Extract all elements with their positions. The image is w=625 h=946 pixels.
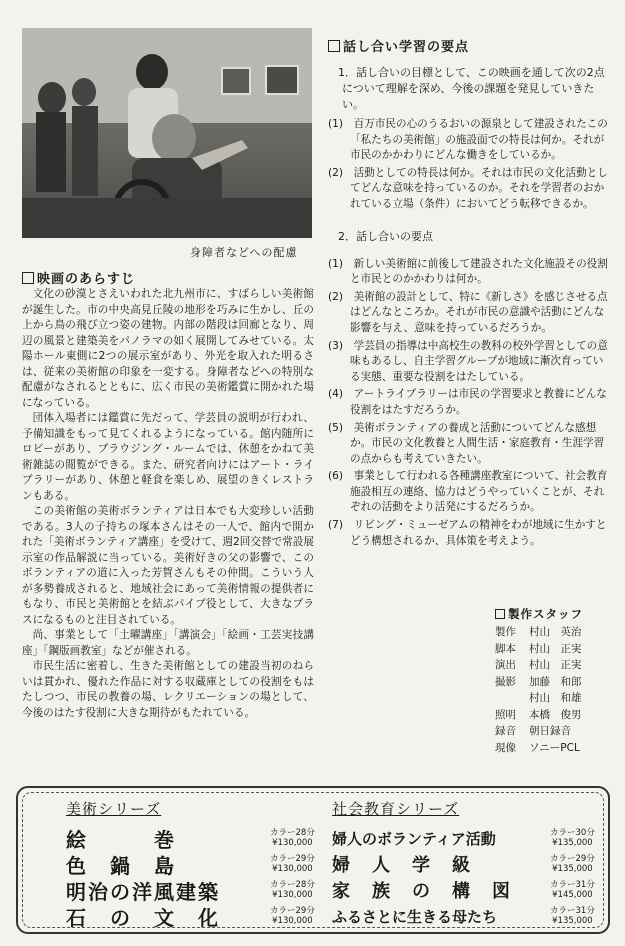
film-row [318, 851, 608, 877]
synopsis-paragraph: 文化の砂漠とさえいわれた北九州市に、すばらしい美術館が誕生した。市の中央高見丘陵の地形を巧みに生かし、丘の上から鳥の飛び立つ姿の建物。内部の階段は回廊となり、周辺の風景と建築美をパノラマの如く展開してみせている。太陽ホール東側に2つの展示室があり、外光を取入れた明るさは、従来の美術館の印象を一変する。身障者などへの特別な配慮がなされるとともに、広く市民の美術鑑賞に開かれた場になっている。 [22, 288, 314, 409]
film-price: ¥130,000 [272, 890, 313, 900]
film-row [28, 825, 318, 851]
film-title: 家 族 の 構 図 [332, 881, 512, 902]
staff-name: 村山 正実 [529, 642, 582, 655]
staff-credits [495, 606, 615, 756]
synopsis-heading [22, 268, 314, 287]
film-title: 婦 人 学 級 [332, 855, 472, 876]
discussion-item: (7) リビング・ミューゼアムの精神をわが地域に生かすとどう構想されるか、具体策を考えよう。 [328, 519, 607, 547]
staff-role: 製作 [495, 626, 516, 638]
film-title: 色 鍋 島 [66, 853, 176, 878]
art-series-title: 美術シリーズ [66, 800, 162, 818]
series-panel [16, 786, 610, 934]
staff-role: 演出 [495, 659, 516, 671]
discussion-section2: 2．話し合いの要点 [338, 229, 433, 243]
discussion-item: (6) 事業として行われる各種講座教室について、社会教育施設相互の連絡、協力はどうやっていくことが、それぞれの活動をより活発にするだろうか。 [328, 470, 608, 514]
film-length: カラー31分 [550, 880, 595, 890]
film-row [28, 903, 318, 929]
discussion-item: (3) 学芸員の指導は中高校生の教科の校外学習としての意味もあるし、自主学習グループが地域に漸次育っている実態、重要な役割をはたしている。 [328, 339, 608, 383]
staff-row [495, 690, 615, 707]
staff-heading-text: 製作スタッフ [508, 607, 583, 621]
staff-row [495, 707, 615, 724]
film-length: カラー28分 [270, 880, 315, 890]
film-length: カラー29分 [270, 854, 315, 864]
film-price: ¥130,000 [272, 864, 313, 874]
square-bullet-icon [495, 609, 505, 619]
staff-row [495, 740, 615, 757]
staff-name: 本橋 俊男 [529, 708, 582, 721]
staff-heading [495, 606, 615, 622]
staff-role: 脚本 [495, 642, 516, 655]
staff-name: 加藤 和郎 [529, 675, 582, 688]
staff-role: 録音 [495, 725, 516, 737]
art-series [28, 798, 318, 929]
staff-name: 村山 和雄 [529, 692, 582, 704]
film-row [318, 877, 608, 903]
film-meta [270, 906, 315, 926]
discussion-item: (2) 美術館の設計として、特に《新しさ》を感じさせる点はどんなところか。それが市民の意識や活動にどんな影響を与え、意味を持っているだろうか。 [328, 290, 608, 334]
staff-name: 村山 英治 [529, 626, 582, 638]
social-series-title: 社会教育シリーズ [332, 800, 460, 818]
film-title: 絵 巻 [66, 827, 176, 852]
staff-name: 村山 正実 [529, 659, 582, 671]
discussion-item: (1) 百万市民の心のうるおいの源泉として建設されたこの「私たちの美術館」の施設面での特長は何か。それが市民のかかわりにどんな働きをしているか。 [328, 118, 608, 162]
film-meta [550, 880, 595, 900]
staff-row [495, 624, 615, 641]
staff-name: 朝日録音 [529, 725, 571, 737]
film-length: カラー28分 [270, 828, 315, 838]
film-meta [550, 828, 595, 848]
staff-name: ソニーPCL [529, 741, 580, 754]
discussion-section1: 1．話し合いの目標として、この映画を通して次の2点について理解を深め、今後の課題を発見していきたい。 [338, 66, 605, 111]
photo-caption: 身障者などへの配慮 [190, 246, 298, 259]
film-price: ¥130,000 [272, 838, 313, 848]
staff-row [495, 674, 615, 691]
synopsis-paragraph: 尚、事業として「土曜講座」「講演会」「絵画・工芸実技講座」「鋼版画教室」などが催される。 [22, 629, 314, 657]
social-series [318, 798, 608, 929]
film-row [28, 851, 318, 877]
film-row [318, 903, 608, 929]
film-meta [550, 906, 595, 926]
staff-role: 照明 [495, 708, 516, 721]
staff-role: 撮影 [495, 675, 516, 688]
staff-row [495, 641, 615, 658]
film-title: 明治の洋風建築 [66, 879, 220, 904]
synopsis-heading-text: 映画のあらすじ [37, 272, 136, 287]
film-meta [270, 854, 315, 874]
film-meta [550, 854, 595, 874]
discussion-item: (1) 新しい美術館に前後して建設された文化施設その役割と市民とのかかわりは何か。 [328, 257, 608, 286]
film-length: カラー29分 [550, 854, 595, 864]
film-meta [270, 828, 315, 848]
staff-role [495, 690, 529, 707]
discussion-heading [328, 36, 610, 55]
film-price: ¥135,000 [552, 864, 593, 874]
discussion-item: (2) 活動としての特長は何か。それは市民の文化活動としてどんな意味を持っているのか。それを学習者のおかれている立場（条件）においてどう転移できるか。 [328, 166, 608, 210]
synopsis-paragraph: 市民生活に密着し、生きた美術館としての建設当初のねらいは貫かれ、優れた作品に対する収蔵庫としての役割をもはたしつつ、市民の教養の場、レクリエーションの場として、今後のはたす役割に大きな期待がもたれている。 [22, 660, 314, 719]
film-price: ¥135,000 [552, 916, 593, 926]
film-title: ふるさとに生きる母たち [332, 907, 498, 926]
film-row [28, 877, 318, 903]
square-bullet-icon [328, 40, 340, 52]
discussion-item: (5) 美術ボランティアの養成と活動についてどんな感想か。市民の文化教養と人間生活・家庭教育・生涯学習の点からも考えていきたい。 [328, 421, 605, 465]
film-price: ¥135,000 [552, 838, 593, 848]
film-length: カラー29分 [270, 906, 315, 916]
synopsis-paragraph: この美術館の美術ボランティアは日本でも大変珍しい活動である。3人の子持ちの塚本さんはその一人で、館内で開かれた「美術ボランティア講座」を受けて、週2回交替で常設展示室の作品解説に当っている。美術好きの父の影響で、このボランティアの道に入った芳賀さんもその仲間。こういう人が多勢養成されると、地域社会にあって美術情報の提供者にもなり、市民と美術館とを結ぶパイプ役として、大きなプラスになるものと注目されている。 [22, 505, 314, 626]
photo-wheelchair-visitor [22, 28, 312, 238]
discussion-section [328, 36, 610, 551]
film-row [318, 825, 608, 851]
staff-role: 現像 [495, 741, 516, 754]
film-price: ¥145,000 [552, 890, 593, 900]
discussion-heading-text: 話し合い学習の要点 [343, 40, 470, 55]
film-length: カラー31分 [550, 906, 595, 916]
film-meta [270, 880, 315, 900]
square-bullet-icon [22, 272, 34, 284]
synopsis-section [22, 268, 314, 721]
film-length: カラー30分 [550, 828, 595, 838]
film-price: ¥130,000 [272, 916, 313, 926]
staff-row [495, 657, 615, 674]
film-title: 石 の 文 化 [66, 905, 220, 930]
staff-row [495, 723, 615, 740]
film-title: 婦人のボランティア活動 [332, 829, 496, 848]
synopsis-paragraph: 団体入場者には鑑賞に先だって、学芸員の説明が行われ、予備知識をもって見てくれるようになっている。館内随所にロビーがあり、ブラウジング・ルームでは、休憩をかねて美術雑誌の閲覧ができる。また、研究者向けにはアート・ライブラリーがあり、休憩と軽食を楽しめ、展望のきくレストランもある。 [22, 412, 314, 502]
discussion-item: (4) アートライブラリーは市民の学習要求と教養にどんな役割をはたすだろうか。 [328, 388, 607, 416]
